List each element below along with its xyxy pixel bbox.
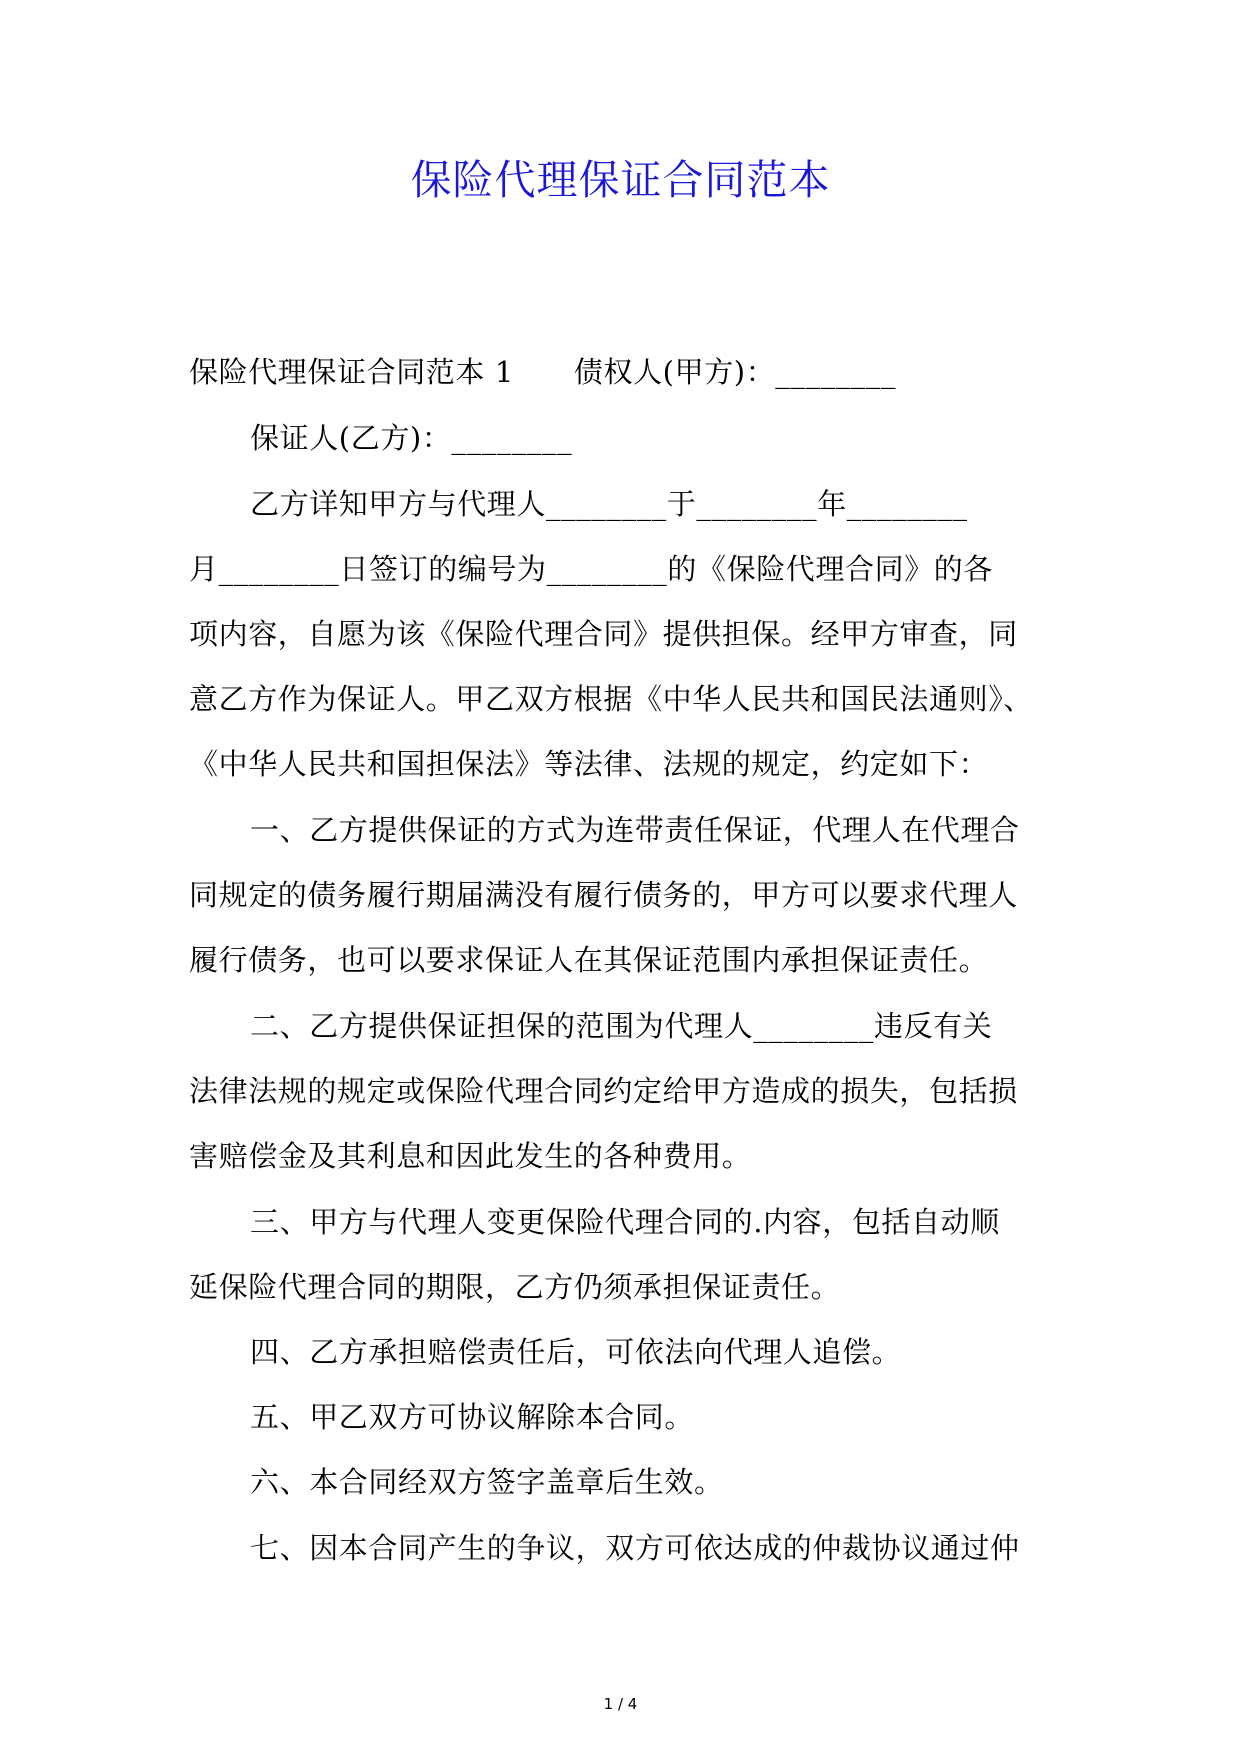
clause-line: 七、因本合同产生的争议，双方可依达成的仲裁协议通过仲	[250, 1531, 1020, 1565]
clause-line: 一、乙方提供保证的方式为连带责任保证，代理人在代理合	[250, 813, 1020, 847]
document-title: 保险代理保证合同范本	[410, 156, 831, 204]
clause-line: 三、甲方与代理人变更保险代理合同的.内容，包括自动顺	[250, 1205, 1000, 1239]
paragraph-line: 意乙方作为保证人。甲乙双方根据《中华人民共和国民法通则》、	[189, 682, 1033, 716]
paragraph-line: 《中华人民共和国担保法》等法律、法规的规定，约定如下：	[189, 747, 989, 781]
creditor-field: 债权人(甲方)：________	[573, 355, 897, 389]
contract-subtitle: 保险代理保证合同范本 1	[189, 355, 514, 389]
clause-line: 同规定的债务履行期届满没有履行债务的，甲方可以要求代理人	[189, 878, 1018, 912]
clause-line: 害赔偿金及其利息和因此发生的各种费用。	[189, 1139, 752, 1173]
clause-line: 二、乙方提供保证担保的范围为代理人________违反有关	[250, 1009, 993, 1043]
heading-line	[189, 352, 896, 392]
clause-line: 延保险代理合同的期限，乙方仍须承担保证责任。	[189, 1270, 841, 1304]
paragraph-line: 项内容，自愿为该《保险代理合同》提供担保。经甲方审查，同	[189, 617, 1018, 651]
guarantor-field: 保证人(乙方)：________	[250, 421, 573, 455]
clause-line: 法律法规的规定或保险代理合同约定给甲方造成的损失，包括损	[189, 1074, 1018, 1108]
paragraph-line: 乙方详知甲方与代理人________于________年________	[250, 487, 968, 521]
clause-line: 五、甲乙双方可协议解除本合同。	[250, 1400, 695, 1434]
page-number: 1 / 4	[603, 1695, 638, 1713]
clause-line: 六、本合同经双方签字盖章后生效。	[250, 1465, 724, 1499]
clause-line: 履行债务，也可以要求保证人在其保证范围内承担保证责任。	[189, 943, 989, 977]
paragraph-line: 月________日签订的编号为________的《保险代理合同》的各	[189, 552, 994, 586]
clause-line: 四、乙方承担赔偿责任后，可依法向代理人追偿。	[250, 1335, 902, 1369]
